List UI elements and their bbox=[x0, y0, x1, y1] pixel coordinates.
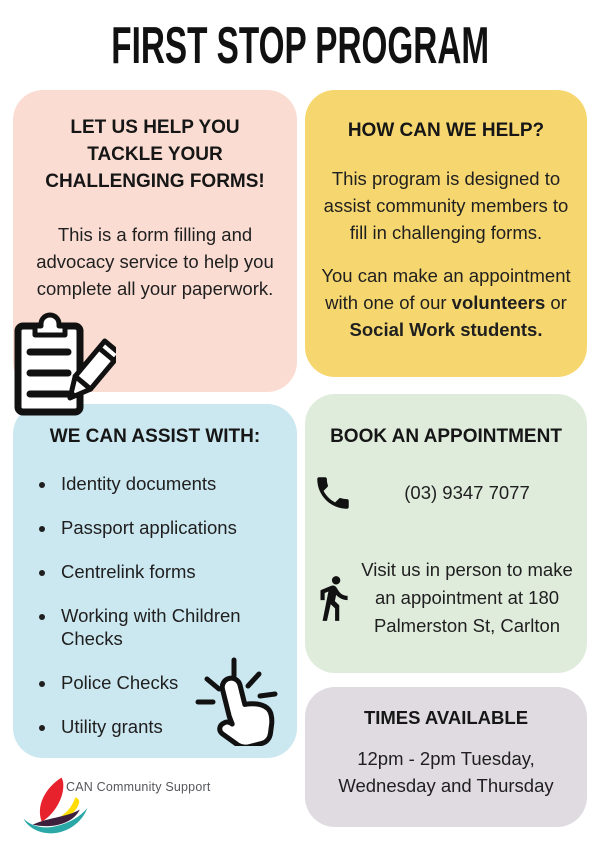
phone-number: (03) 9347 7077 bbox=[404, 482, 530, 503]
clipboard-pencil-icon bbox=[12, 310, 116, 418]
tackle-forms-heading: LET US HELP YOU TACKLE YOUR CHALLENGING FORMS! bbox=[45, 117, 265, 192]
click-hand-icon bbox=[194, 650, 280, 746]
times-body: 12pm - 2pm Tuesday, Wednesday and Thursday bbox=[338, 748, 554, 796]
para2-volunteers: volunteers bbox=[451, 292, 546, 313]
how-help-heading: HOW CAN WE HELP? bbox=[347, 120, 545, 141]
how-help-para1: This program is designed to assist community members to fill in challenging forms. bbox=[323, 168, 569, 243]
book-appointment-box bbox=[305, 394, 587, 673]
tackle-forms-body: This is a form filling and advocacy service to help you complete all your paperwork. bbox=[36, 224, 274, 299]
footer-logo bbox=[22, 770, 282, 846]
phone-row bbox=[305, 472, 587, 514]
visit-text: Visit us in person to make an appointment at 180 Palmerston St, Carlton bbox=[361, 559, 573, 636]
phone-handset-icon bbox=[305, 472, 361, 514]
logo-text: CAN Community Support bbox=[66, 780, 211, 794]
appointment-heading: BOOK AN APPOINTMENT bbox=[330, 426, 562, 447]
list-item: • Utility grants bbox=[57, 715, 287, 738]
list-item: • Passport applications bbox=[57, 516, 287, 539]
how-can-we-help-box bbox=[305, 90, 587, 377]
list-item: • Centrelink forms bbox=[57, 560, 287, 583]
list-item: • Identity documents bbox=[57, 472, 287, 495]
visit-row bbox=[305, 556, 587, 640]
para2-socialwork: Social Work students. bbox=[349, 319, 543, 340]
times-available-box bbox=[305, 687, 587, 827]
list-item: • Police Checks bbox=[57, 671, 287, 694]
walking-person-icon bbox=[305, 556, 361, 640]
list-item: • Working with Children Checks bbox=[57, 604, 287, 650]
page-title bbox=[0, 16, 600, 76]
times-heading: TIMES AVAILABLE bbox=[363, 707, 529, 728]
page-title-text: FIRST STOP PROGRAM bbox=[111, 17, 489, 75]
how-help-para2 bbox=[305, 262, 587, 343]
assist-heading: WE CAN ASSIST WITH: bbox=[49, 426, 261, 447]
para2-or: or bbox=[545, 292, 567, 313]
para2-lead: You can make an appointment with one of our bbox=[321, 265, 571, 313]
